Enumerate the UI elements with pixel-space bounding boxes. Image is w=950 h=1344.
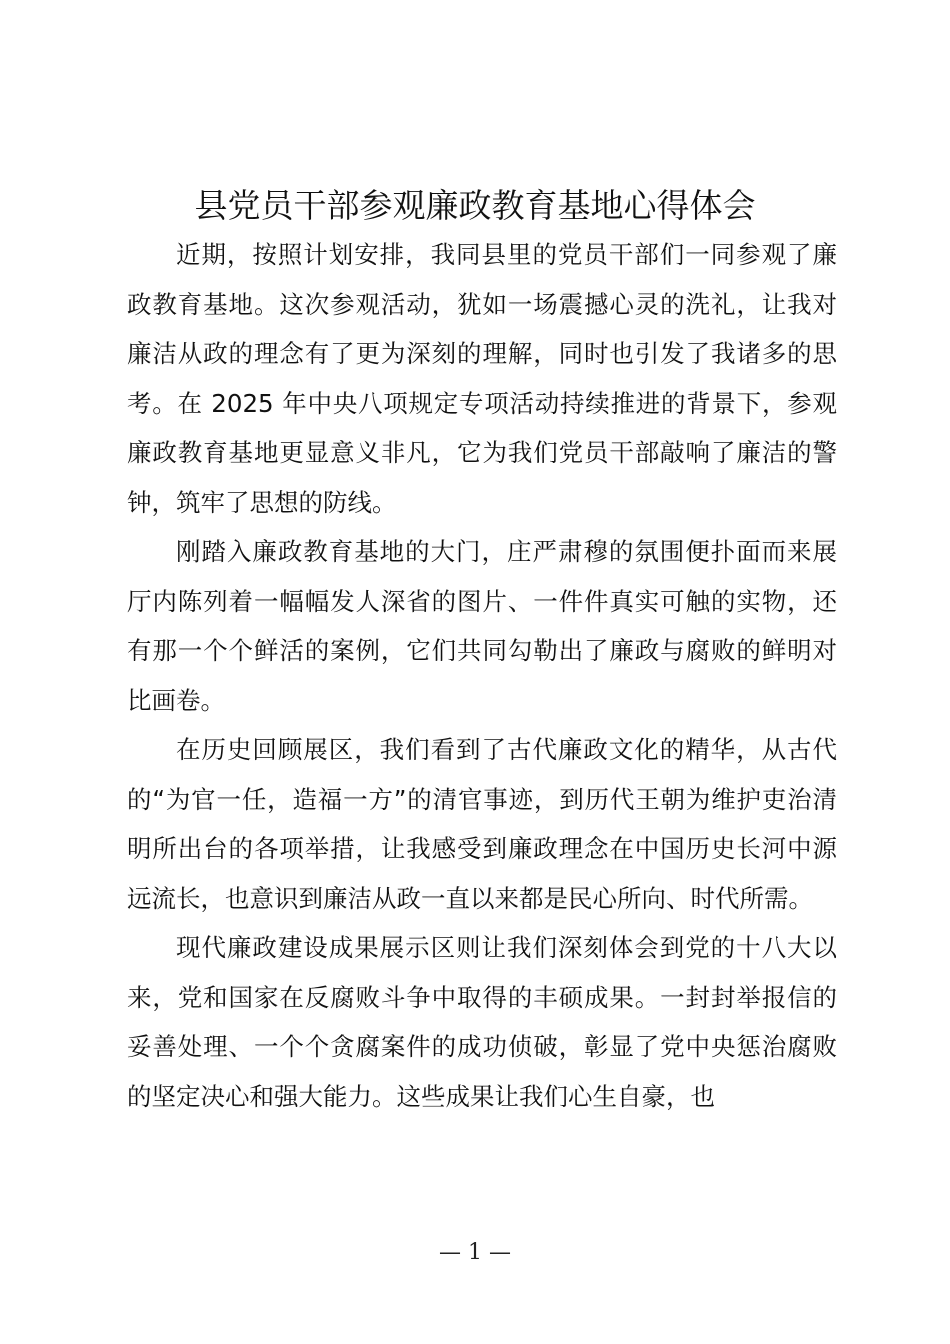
paragraph-4: 现代廉政建设成果展示区则让我们深刻体会到党的十八大以来，党和国家在反腐败斗争中取得的丰硕成果。一封封举报信的妥善处理、一个个贪腐案件的成功侦破，彰显了党中央惩治腐败的坚定决心和强大能力。这些成果让我们心生自豪，也 — [127, 933, 837, 1111]
paragraph-2: 刚踏入廉政教育基地的大门，庄严肃穆的氛围便扑面而来展厅内陈列着一幅幅发人深省的图片、一件件真实可触的实物，还有那一个个鲜活的案例，它们共同勾勒出了廉政与腐败的鲜明对比画卷。 — [127, 537, 837, 715]
paragraph-3: 在历史回顾展区，我们看到了古代廉政文化的精华，从古代的“为官一任，造福一方”的清官事迹，到历代王朝为维护吏治清明所出台的各项举措，让我感受到廉政理念在中国历史长河中源远流长，也意识到廉洁从政一直以来都是民心所向、时代所需。 — [127, 735, 837, 913]
paragraph-1: 近期，按照计划安排，我同县里的党员干部们一同参观了廉政教育基地。这次参观活动，犹如一场震撼心灵的洗礼，让我对廉洁从政的理念有了更为深刻的理解，同时也引发了我诸多的思考。在 2025 年中央八项规定专项活动持续推进的背景下，参观廉政教育基地更显意义非凡，它为我们党员干部敲响了廉洁的警钟，筑牢了思想的防线。 — [127, 240, 837, 517]
page-number: — 1 — — [439, 1240, 511, 1265]
document-title: 县党员干部参观廉政教育基地心得体会 — [194, 186, 756, 225]
document-body — [127, 230, 837, 1121]
